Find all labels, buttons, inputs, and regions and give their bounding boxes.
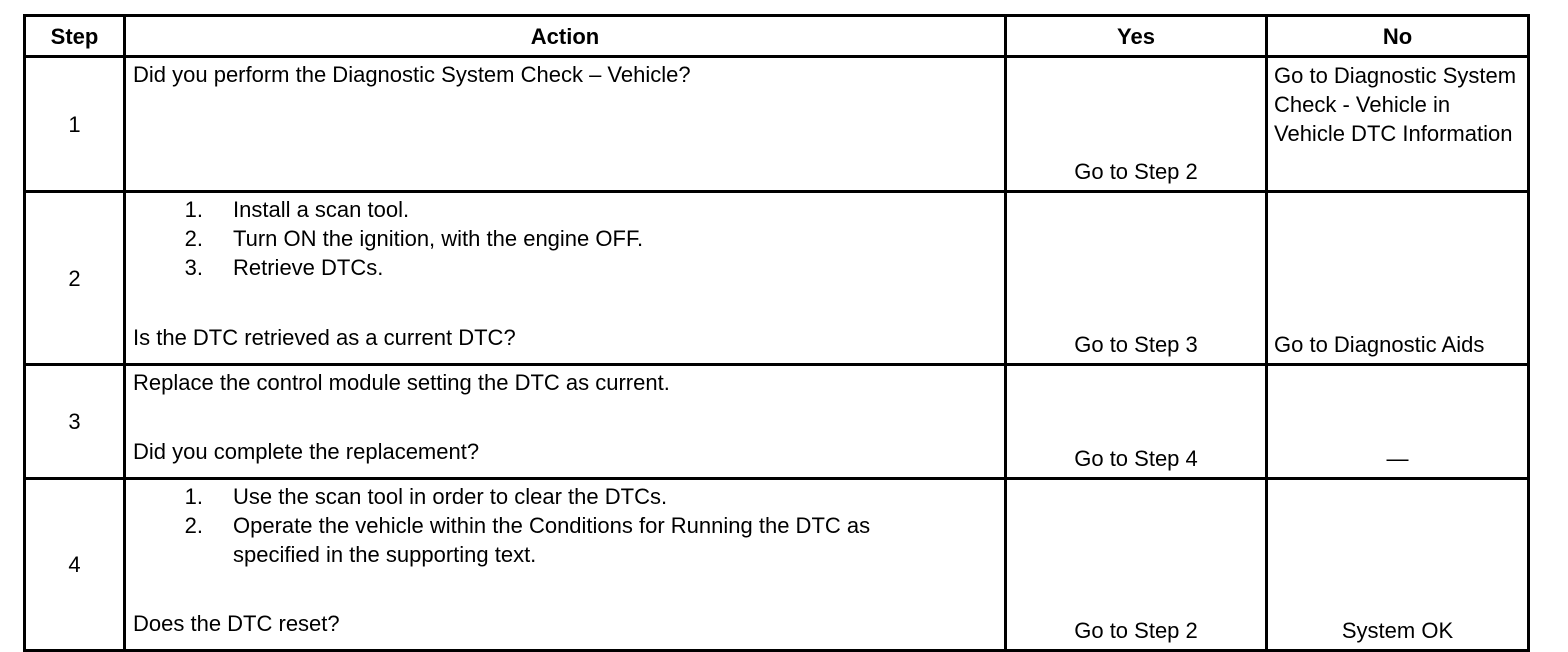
no-cell: Go to Diagnostic System Check - Vehicle in Vehicle DTC Information (1267, 57, 1529, 192)
header-action: Action (125, 16, 1006, 57)
yes-cell: Go to Step 2 (1006, 57, 1267, 192)
list-item: 3. Retrieve DTCs. (184, 255, 384, 280)
action-cell (125, 57, 1006, 192)
table-row (25, 365, 1529, 479)
action-text: Replace the control module setting the DTC as current. (133, 370, 670, 395)
table-row (25, 57, 1529, 192)
yes-cell: Go to Step 4 (1006, 365, 1267, 479)
table-row (25, 192, 1529, 365)
diagnostic-table (23, 14, 1530, 652)
action-cell (125, 192, 1006, 365)
header-row (25, 16, 1529, 57)
no-cell: System OK (1267, 479, 1529, 651)
step-number: 2 (25, 192, 125, 365)
step-number: 4 (25, 479, 125, 651)
no-cell: Go to Diagnostic Aids (1267, 192, 1529, 365)
action-question: Is the DTC retrieved as a current DTC? (133, 325, 516, 350)
table-row (25, 479, 1529, 651)
yes-cell: Go to Step 2 (1006, 479, 1267, 651)
step-number: 1 (25, 57, 125, 192)
action-question: Does the DTC reset? (133, 611, 340, 636)
action-text: Did you perform the Diagnostic System Check – Vehicle? (133, 62, 691, 87)
list-item: 1. Use the scan tool in order to clear the DTCs. (184, 484, 668, 509)
step-number: 3 (25, 365, 125, 479)
no-cell: — (1267, 365, 1529, 479)
action-cell (125, 479, 1006, 651)
action-question: Did you complete the replacement? (133, 439, 480, 464)
header-step: Step (25, 16, 125, 57)
action-cell (125, 365, 1006, 479)
list-item: 2. Turn ON the ignition, with the engine OFF. (184, 226, 644, 251)
action-steps-list (133, 482, 998, 569)
list-item: 2. Operate the vehicle within the Conditions for Running the DTC as specified in the supporting text. (184, 513, 871, 567)
header-no: No (1267, 16, 1529, 57)
header-yes: Yes (1006, 16, 1267, 57)
list-item: 1. Install a scan tool. (184, 197, 410, 222)
action-steps-list (133, 195, 998, 282)
yes-cell: Go to Step 3 (1006, 192, 1267, 365)
